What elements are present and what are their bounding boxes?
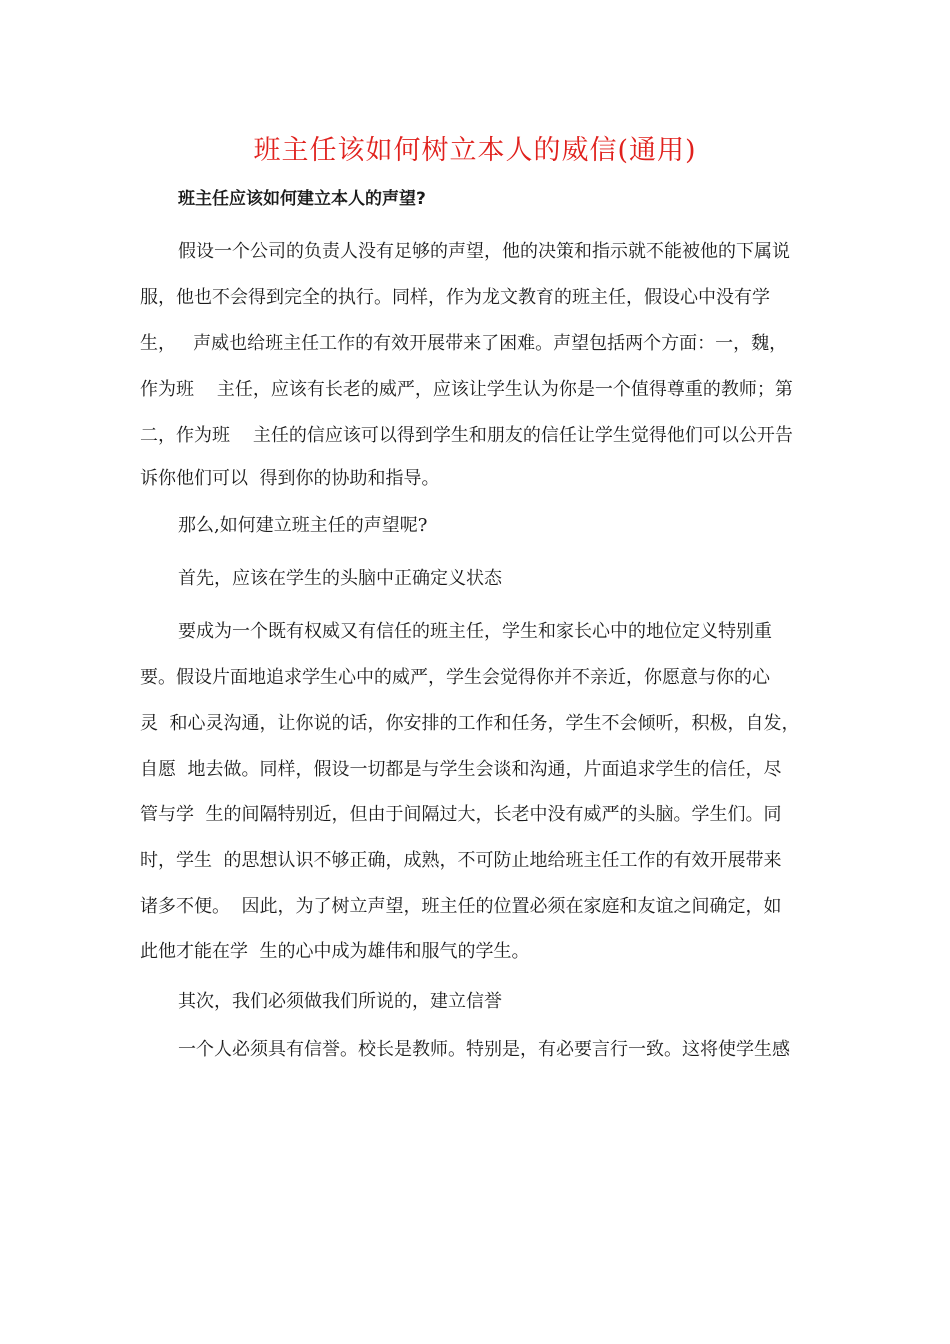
body-line: 要成为一个既有权威又有信任的班主任，学生和家长心中的地位定义特别重 bbox=[178, 621, 772, 642]
body-line: 一个人必须具有信誉。校长是教师。特别是，有必要言行一致。这将使学生感 bbox=[178, 1039, 790, 1060]
body-line: 生， 声威也给班主任工作的有效开展带来了困难。声望包括两个方面：一，魏， bbox=[140, 333, 788, 354]
section-heading: 其次，我们必须做我们所说的，建立信誉 bbox=[178, 991, 502, 1012]
document-subtitle: 班主任应该如何建立本人的声望? bbox=[178, 189, 426, 209]
body-line: 二，作为班 主任的信应该可以得到学生和朋友的信任让学生觉得他们可以公开告 bbox=[140, 425, 793, 446]
body-line: 作为班 主任，应该有长老的威严，应该让学生认为你是一个值得尊重的教师；第 bbox=[140, 379, 793, 400]
body-line: 服，他也不会得到完全的执行。同样，作为龙文教育的班主任，假设心中没有学 bbox=[140, 287, 770, 308]
body-line: 诸多不便。 因此，为了树立声望，班主任的位置必须在家庭和友谊之间确定，如 bbox=[140, 896, 782, 917]
body-line: 自愿 地去做。同样，假设一切都是与学生会谈和沟通，片面追求学生的信任，尽 bbox=[140, 759, 782, 780]
section-heading: 首先，应该在学生的头脑中正确定义状态 bbox=[178, 568, 502, 589]
body-line: 灵 和心灵沟通，让你说的话，你安排的工作和任务，学生不会倾听，积极，自发， bbox=[140, 713, 800, 734]
body-line: 管与学 生的间隔特别近，但由于间隔过大，长老中没有威严的头脑。学生们。同 bbox=[140, 804, 782, 825]
body-line: 此他才能在学 生的心中成为雄伟和服气的学生。 bbox=[140, 941, 530, 962]
body-line: 诉你他们可以 得到你的协助和指导。 bbox=[140, 468, 440, 489]
body-line: 假设一个公司的负责人没有足够的声望，他的决策和指示就不能被他的下属说 bbox=[178, 241, 790, 262]
body-line: 时，学生 的思想认识不够正确，成熟，不可防止地给班主任工作的有效开展带来 bbox=[140, 850, 782, 871]
paragraph-line: 那么,如何建立班主任的声望呢? bbox=[178, 515, 428, 536]
body-line: 要。假设片面地追求学生心中的威严，学生会觉得你并不亲近，你愿意与你的心 bbox=[140, 667, 770, 688]
document-title: 班主任该如何树立本人的威信(通用) bbox=[253, 135, 697, 166]
